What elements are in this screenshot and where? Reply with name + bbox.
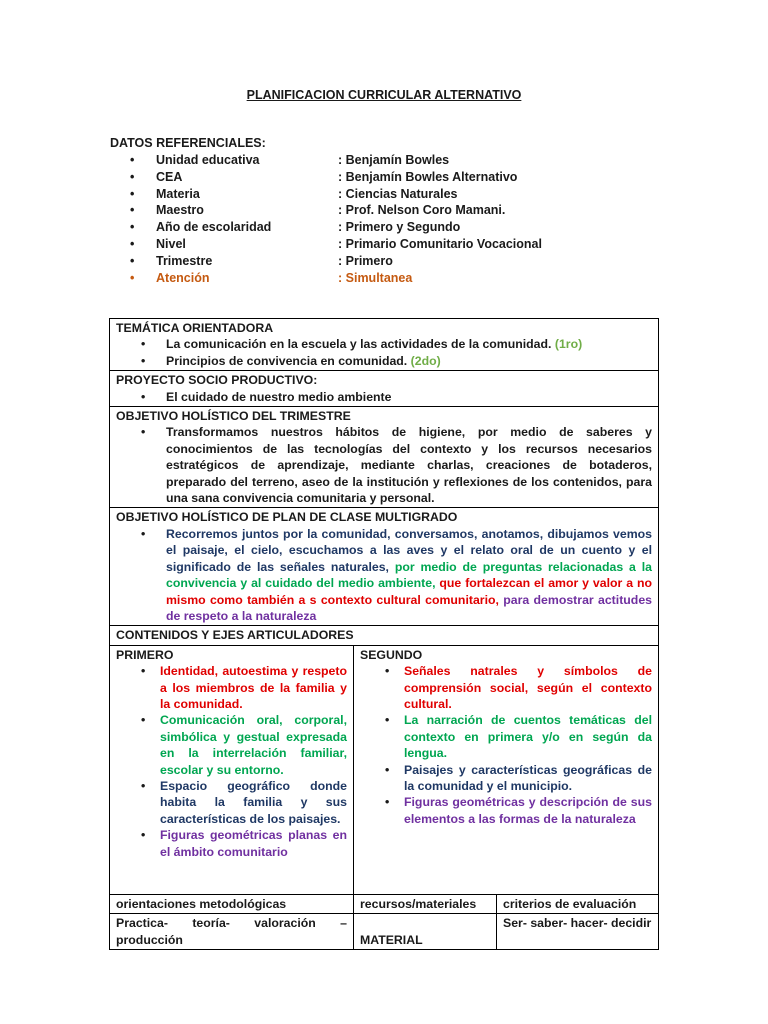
objetivo-plan-row [110, 508, 659, 626]
criterios-cell: Ser- saber- hacer- decidir [497, 914, 659, 950]
list-item: • Paisajes y características geográficas de la comunidad y el municipio. [360, 762, 652, 795]
list-item: • Transformamos nuestros hábitos de higiene, por medio de saberes y conocimientos de las tecnologías del contexto y los recursos necesarios estratégicos de aprendizaje, mediante charlas, creaciones de botaderos, preparado del terreno, aseo de la institución y reflexiones de los contenidos, para una sana convivencia comunitaria y personal. [116, 424, 652, 506]
list-item: • Identidad, autoestima y respeto a los miembros de la familia y la comunidad. [116, 663, 347, 712]
tematica-row [110, 319, 659, 371]
list-item: • Principios de convivencia en comunidad. (2do) [116, 353, 652, 369]
primero-title: PRIMERO [116, 647, 174, 662]
list-item: • Espacio geográfico donde habita la familia y sus características de los paisajes. [116, 778, 347, 827]
contenidos-title: CONTENIDOS Y EJES ARTICULADORES [116, 628, 354, 643]
list-item: • El cuidado de nuestro medio ambiente [116, 389, 652, 405]
recursos-header: recursos/materiales [354, 894, 497, 913]
orientaciones-header: orientaciones metodológicas [110, 894, 354, 913]
segundo-title: SEGUNDO [360, 647, 423, 662]
ref-item: • CEA : Benjamín Bowles Alternativo [130, 169, 518, 184]
ref-item: • Año de escolaridad : Primero y Segundo [130, 220, 461, 235]
grade-tag: (1ro) [554, 337, 583, 352]
list-item: • Señales natrales y símbolos de comprensión social, según el contexto cultural. [360, 663, 652, 712]
list-item: • La narración de cuentos temáticas del contexto en primera y/o en según da lengua. [360, 712, 652, 761]
footer-content-row [110, 914, 659, 950]
objetivo-trimestre-row [110, 407, 659, 508]
ref-item-atencion: • Atención : Simultanea [130, 270, 413, 285]
footer-header-row [110, 894, 659, 913]
criterios-header: criterios de evaluación [497, 894, 659, 913]
list-item: • La comunicación en la escuela y las actividades de la comunidad. (1ro) [116, 336, 652, 352]
ref-item: • Maestro : Prof. Nelson Coro Mamani. [130, 203, 506, 218]
contenidos-row [110, 626, 659, 645]
tematica-list [116, 336, 652, 369]
ref-item: • Unidad educativa : Benjamín Bowles [130, 153, 450, 167]
list-item: • Comunicación oral, corporal, simbólica y gestual expresada en la interrelación familiar, escolar y su entorno. [116, 712, 347, 778]
objetivo-trimestre-title: OBJETIVO HOLÍSTICO DEL TRIMESTRE [116, 409, 351, 424]
document-title: PLANIFICACION CURRICULAR ALTERNATIVO [246, 88, 522, 102]
datos-referenciales-list [110, 152, 670, 286]
datos-referenciales-header: DATOS REFERENCIALES: [110, 136, 266, 150]
contenidos-columns-row [110, 645, 659, 894]
list-item: • Figuras geométricas y descripción de sus elementos a las formas de la naturaleza [360, 794, 652, 827]
ref-item: • Materia : Ciencias Naturales [130, 186, 458, 201]
objetivo-plan-title: OBJETIVO HOLÍSTICO DE PLAN DE CLASE MULTIGRADO [116, 510, 458, 525]
orientaciones-cell: Practica- teoría- valoración – producción [110, 914, 354, 950]
list-item: • Recorremos juntos por la comunidad, conversamos, anotamos, dibujamos vemos el paisaje, el cielo, escuchamos a las aves y el relato oral de un cuento y el significado de las señales naturales, por medio de preguntas relacionadas a la convivencia y al cuidado del medio ambiente, que fortalezcan el amor y valor a no mismo como también a s contexto cultural comunitario, para demostrar actitudes de respeto a la naturaleza [116, 526, 652, 624]
planning-table [109, 318, 659, 950]
proyecto-row [110, 371, 659, 407]
ref-item: • Trimestre : Primero [130, 253, 393, 268]
segundo-cell [354, 645, 659, 894]
tematica-title: TEMÁTICA ORIENTADORA [116, 321, 274, 335]
grade-tag: (2do) [410, 353, 441, 368]
ref-item: • Nivel : Primario Comunitario Vocacional [130, 236, 542, 251]
recursos-cell: MATERIAL [354, 914, 497, 950]
primero-cell [110, 645, 354, 894]
list-item: • Figuras geométricas planas en el ámbito comunitario [116, 827, 347, 860]
proyecto-title: PROYECTO SOCIO PRODUCTIVO: [116, 373, 318, 388]
